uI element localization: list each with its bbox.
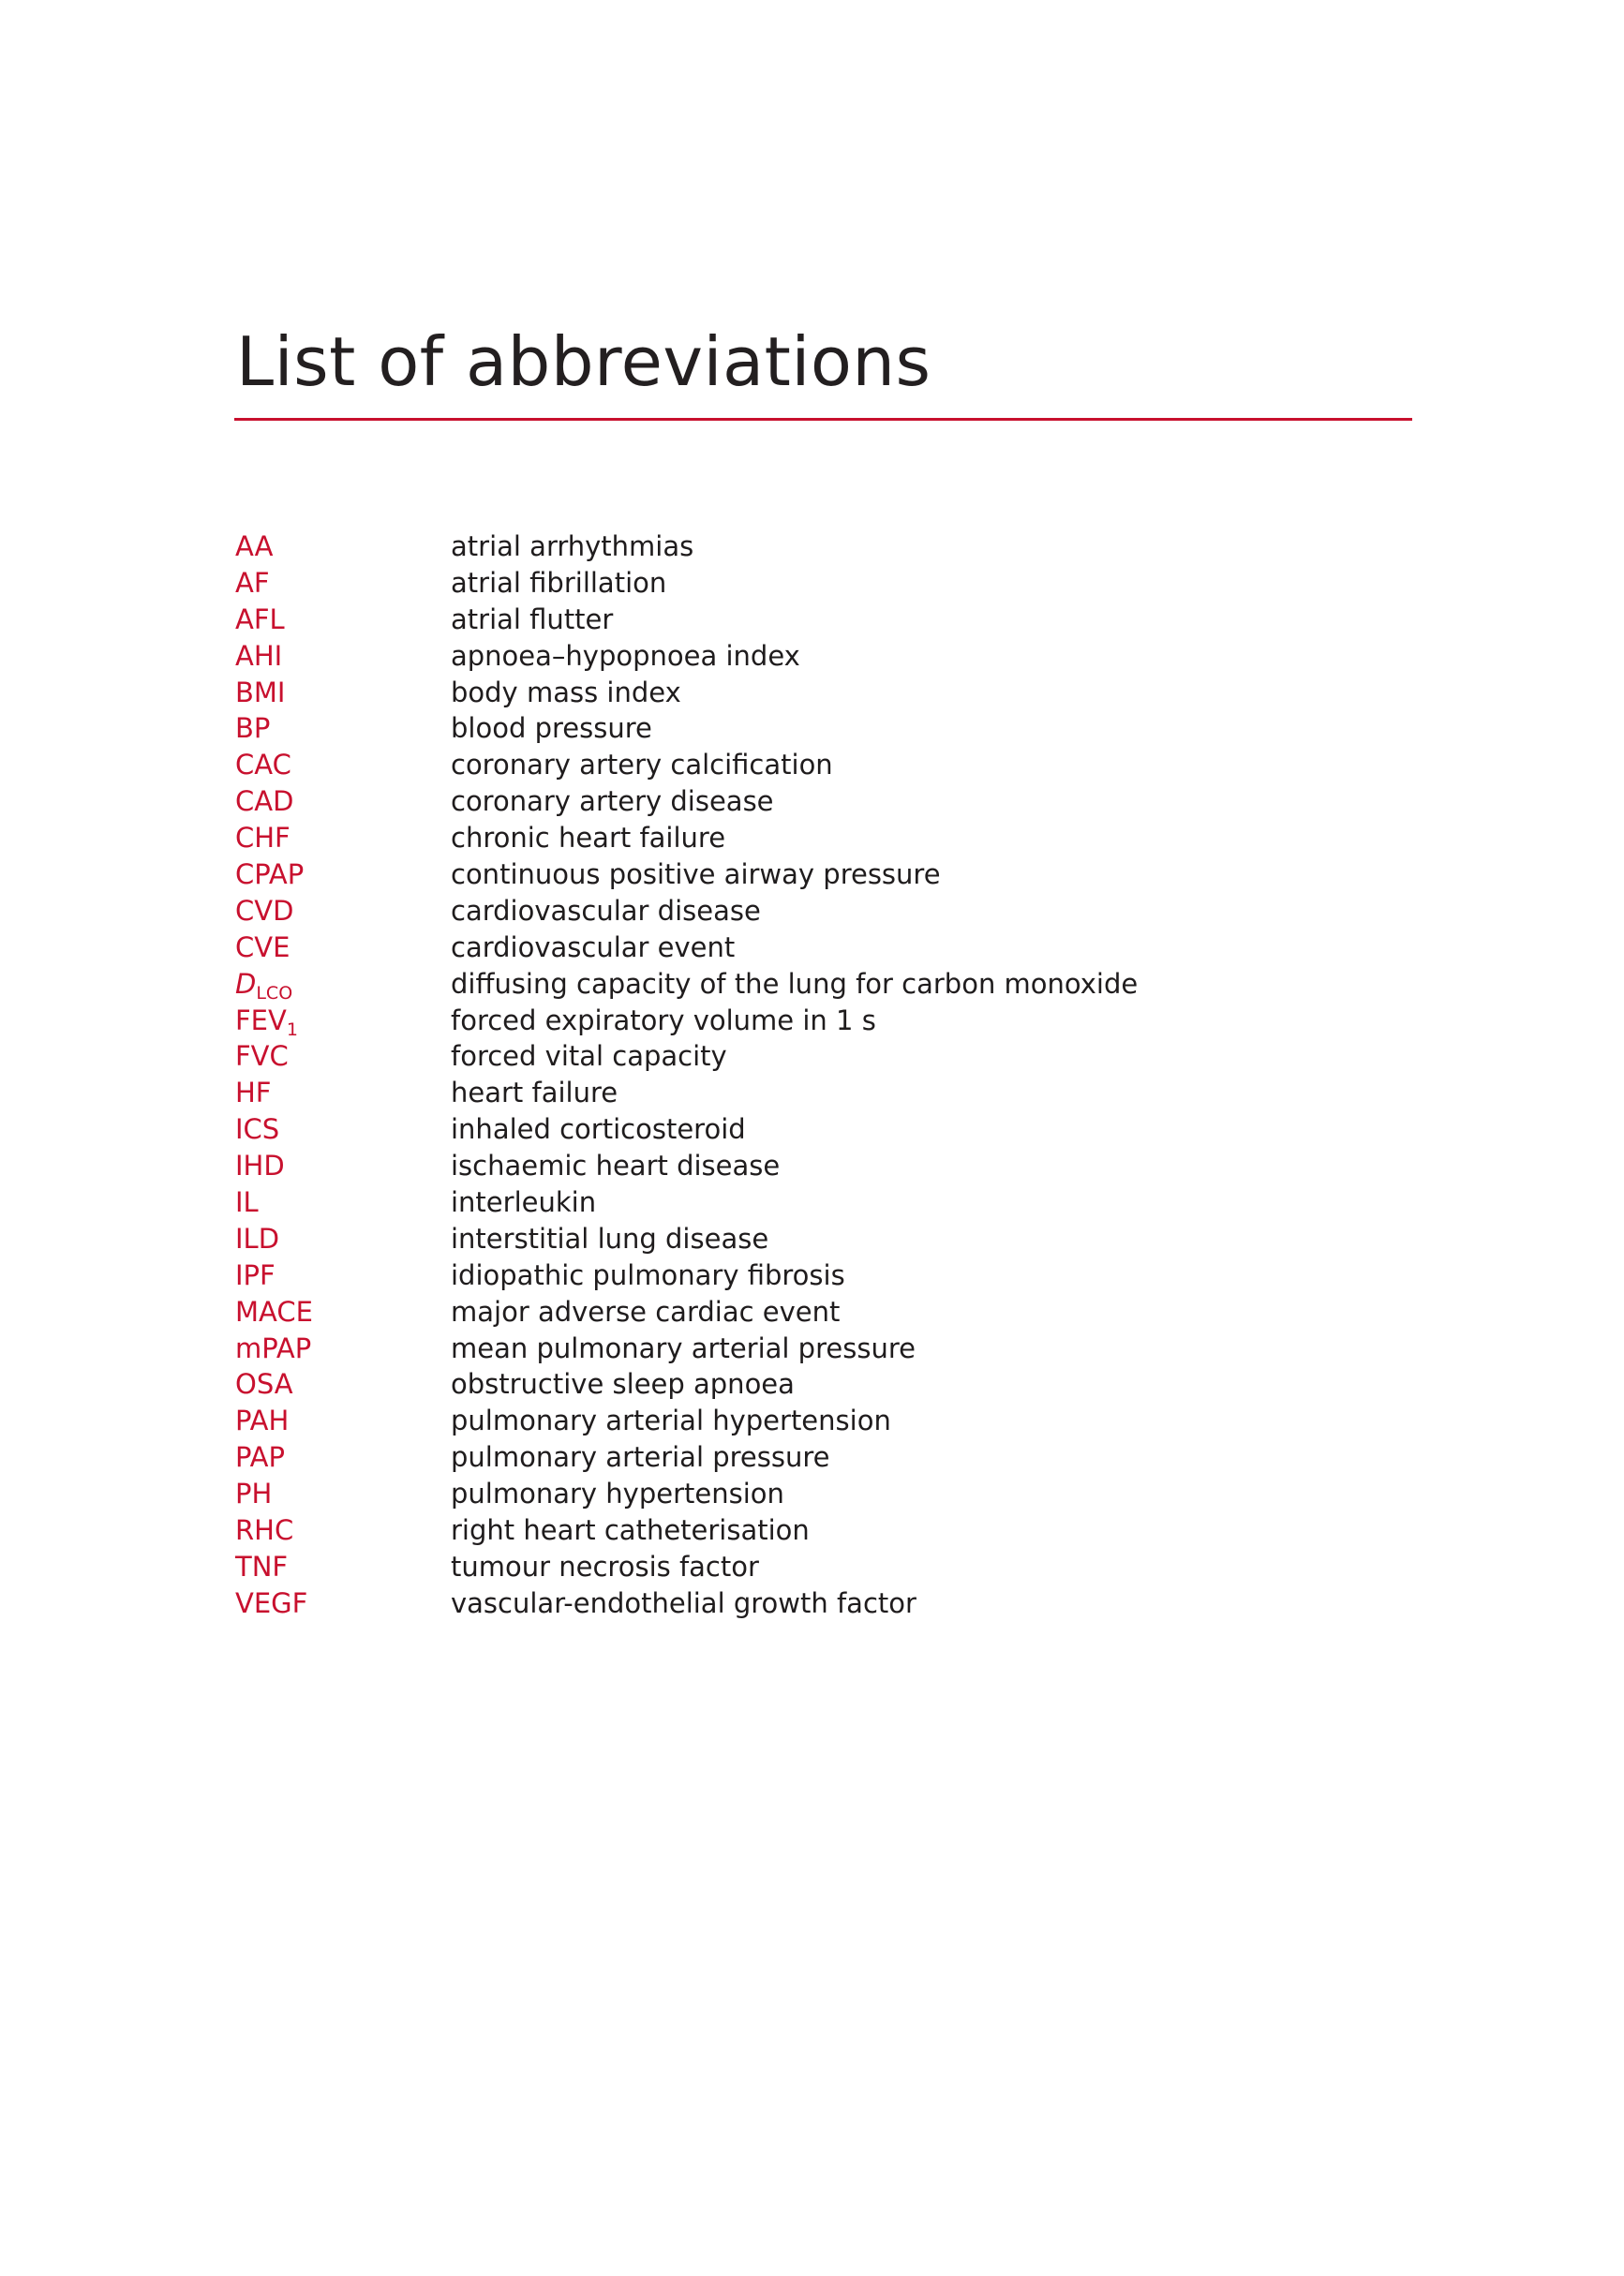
abbreviation-definition: pulmonary arterial hypertension xyxy=(451,1405,891,1437)
abbreviation-definition: forced vital capacity xyxy=(451,1040,727,1073)
abbreviation-term-text: MACE xyxy=(235,1295,313,1328)
abbreviation-definition: major adverse cardiac event xyxy=(451,1295,841,1328)
abbreviation-definition: cardiovascular event xyxy=(451,930,736,963)
abbreviation-term xyxy=(235,1439,451,1476)
abbreviation-definition: forced expiratory volume in 1 s xyxy=(451,1004,876,1036)
abbreviation-definition: tumour necrosis factor xyxy=(451,1550,759,1583)
abbreviation-term xyxy=(235,1331,451,1367)
abbreviation-definition: idiopathic pulmonary fibrosis xyxy=(451,1258,845,1291)
abbreviation-term-text: CHF xyxy=(235,822,291,855)
abbreviation-term-text: CVE xyxy=(235,930,291,963)
abbreviation-definition: heart failure xyxy=(451,1077,618,1109)
abbreviation-term xyxy=(235,856,451,893)
abbreviation-definition: atrial flutter xyxy=(451,602,614,635)
abbreviation-row xyxy=(235,1549,1416,1585)
abbreviation-row xyxy=(235,675,1416,711)
abbreviation-definition: right heart catheterisation xyxy=(451,1514,810,1547)
abbreviation-definition: atrial fibrillation xyxy=(451,566,667,599)
abbreviation-term xyxy=(235,1221,451,1257)
abbreviation-row xyxy=(235,893,1416,930)
abbreviation-term-text: IL xyxy=(235,1186,259,1219)
abbreviation-term-text: RHC xyxy=(235,1514,294,1547)
abbreviation-term-text: OSA xyxy=(235,1368,293,1401)
abbreviation-definition: coronary artery calcification xyxy=(451,749,833,781)
abbreviation-term xyxy=(235,1585,451,1622)
abbreviation-row xyxy=(235,783,1416,820)
abbreviation-term xyxy=(235,1549,451,1585)
abbreviation-definition: continuous positive airway pressure xyxy=(451,858,941,891)
abbreviation-row xyxy=(235,1148,1416,1184)
abbreviation-term-text: PH xyxy=(235,1478,273,1510)
abbreviation-row xyxy=(235,1585,1416,1622)
abbreviation-term-text: IHD xyxy=(235,1150,285,1183)
page-title: List of abbreviations xyxy=(236,322,931,401)
abbreviation-term-text: ICS xyxy=(235,1113,280,1146)
abbreviation-row xyxy=(235,856,1416,893)
abbreviation-definition: coronary artery disease xyxy=(451,785,774,818)
abbreviation-term xyxy=(235,893,451,930)
abbreviation-term xyxy=(235,1075,451,1111)
abbreviation-term xyxy=(235,1257,451,1294)
abbreviation-term xyxy=(235,638,451,675)
abbreviation-row xyxy=(235,1331,1416,1367)
abbreviation-row xyxy=(235,638,1416,675)
abbreviation-term-text: ILD xyxy=(235,1222,280,1255)
abbreviation-term xyxy=(235,1148,451,1184)
abbreviation-definition: pulmonary arterial pressure xyxy=(451,1441,830,1474)
abbreviation-definition: body mass index xyxy=(451,676,681,708)
abbreviation-term xyxy=(235,747,451,783)
title-underline-rule xyxy=(234,418,1412,421)
abbreviation-term-text: AF xyxy=(235,566,270,599)
abbreviation-row xyxy=(235,1003,1416,1039)
abbreviation-definition: inhaled corticosteroid xyxy=(451,1113,746,1146)
abbreviation-term xyxy=(235,675,451,711)
abbreviation-term-text: CAC xyxy=(235,749,291,781)
abbreviation-row xyxy=(235,710,1416,747)
abbreviation-term-text: PAH xyxy=(235,1405,290,1437)
abbreviation-term xyxy=(235,1366,451,1403)
abbreviation-term xyxy=(235,966,451,1003)
abbreviation-term xyxy=(235,1111,451,1148)
abbreviation-row xyxy=(235,930,1416,966)
abbreviation-row xyxy=(235,1075,1416,1111)
abbreviation-term xyxy=(235,528,451,565)
abbreviation-definition: pulmonary hypertension xyxy=(451,1478,784,1510)
abbreviation-row xyxy=(235,1221,1416,1257)
abbreviation-row xyxy=(235,1366,1416,1403)
abbreviation-term-subscript: 1 xyxy=(286,1019,298,1040)
abbreviation-term-text: BMI xyxy=(235,676,286,708)
abbreviation-term xyxy=(235,930,451,966)
abbreviation-row xyxy=(235,966,1416,1003)
abbreviation-term-text: mPAP xyxy=(235,1331,312,1364)
abbreviation-term-text: FVC xyxy=(235,1040,289,1073)
abbreviation-term-text: PAP xyxy=(235,1441,285,1474)
abbreviation-term-text: VEGF xyxy=(235,1586,308,1619)
abbreviation-list xyxy=(235,528,1416,1622)
abbreviation-term-text: AHI xyxy=(235,639,283,672)
abbreviation-definition: atrial arrhythmias xyxy=(451,530,694,562)
abbreviation-row xyxy=(235,528,1416,565)
abbreviation-term-text: TNF xyxy=(235,1550,289,1583)
abbreviation-definition: cardiovascular disease xyxy=(451,894,761,927)
abbreviation-row xyxy=(235,602,1416,638)
abbreviation-term-text: CAD xyxy=(235,785,294,818)
abbreviation-term-text: BP xyxy=(235,712,271,745)
abbreviation-row xyxy=(235,1111,1416,1148)
abbreviation-row xyxy=(235,1184,1416,1221)
abbreviation-term-text: AA xyxy=(235,530,274,562)
abbreviation-definition: diffusing capacity of the lung for carbon monoxide xyxy=(451,967,1139,1000)
abbreviation-row xyxy=(235,1476,1416,1512)
abbreviation-definition: interleukin xyxy=(451,1186,597,1219)
abbreviation-term-text: HF xyxy=(235,1077,272,1109)
abbreviation-row xyxy=(235,1257,1416,1294)
abbreviation-definition: vascular-endothelial growth factor xyxy=(451,1586,916,1619)
abbreviation-term xyxy=(235,1038,451,1075)
abbreviation-term-text: IPF xyxy=(235,1258,276,1291)
abbreviation-row xyxy=(235,747,1416,783)
abbreviation-definition: mean pulmonary arterial pressure xyxy=(451,1331,916,1364)
abbreviation-term-text: CPAP xyxy=(235,858,305,891)
abbreviation-definition: blood pressure xyxy=(451,712,652,745)
abbreviation-term xyxy=(235,1403,451,1439)
abbreviation-term xyxy=(235,602,451,638)
abbreviation-definition: apnoea–hypopnoea index xyxy=(451,639,800,672)
abbreviation-row xyxy=(235,1294,1416,1331)
abbreviation-term xyxy=(235,820,451,856)
abbreviation-term xyxy=(235,710,451,747)
abbreviation-definition: interstitial lung disease xyxy=(451,1222,769,1255)
abbreviation-term-text: CVD xyxy=(235,894,294,927)
abbreviation-term-text: AFL xyxy=(235,602,285,635)
abbreviation-term xyxy=(235,1184,451,1221)
abbreviation-term-subscript: LCO xyxy=(256,982,293,1004)
abbreviation-definition: ischaemic heart disease xyxy=(451,1150,781,1183)
abbreviation-term xyxy=(235,783,451,820)
abbreviation-row xyxy=(235,1038,1416,1075)
abbreviation-row xyxy=(235,820,1416,856)
abbreviation-definition: chronic heart failure xyxy=(451,822,726,855)
abbreviation-term xyxy=(235,1294,451,1331)
abbreviation-row xyxy=(235,1403,1416,1439)
abbreviation-term xyxy=(235,1476,451,1512)
abbreviation-term-text: D xyxy=(235,967,257,1000)
abbreviation-row xyxy=(235,1512,1416,1549)
abbreviation-row xyxy=(235,565,1416,602)
abbreviation-term xyxy=(235,565,451,602)
abbreviation-term-text: FEV xyxy=(235,1004,287,1036)
abbreviation-row xyxy=(235,1439,1416,1476)
abbreviation-definition: obstructive sleep apnoea xyxy=(451,1368,795,1401)
abbreviation-term xyxy=(235,1003,451,1039)
abbreviation-term xyxy=(235,1512,451,1549)
